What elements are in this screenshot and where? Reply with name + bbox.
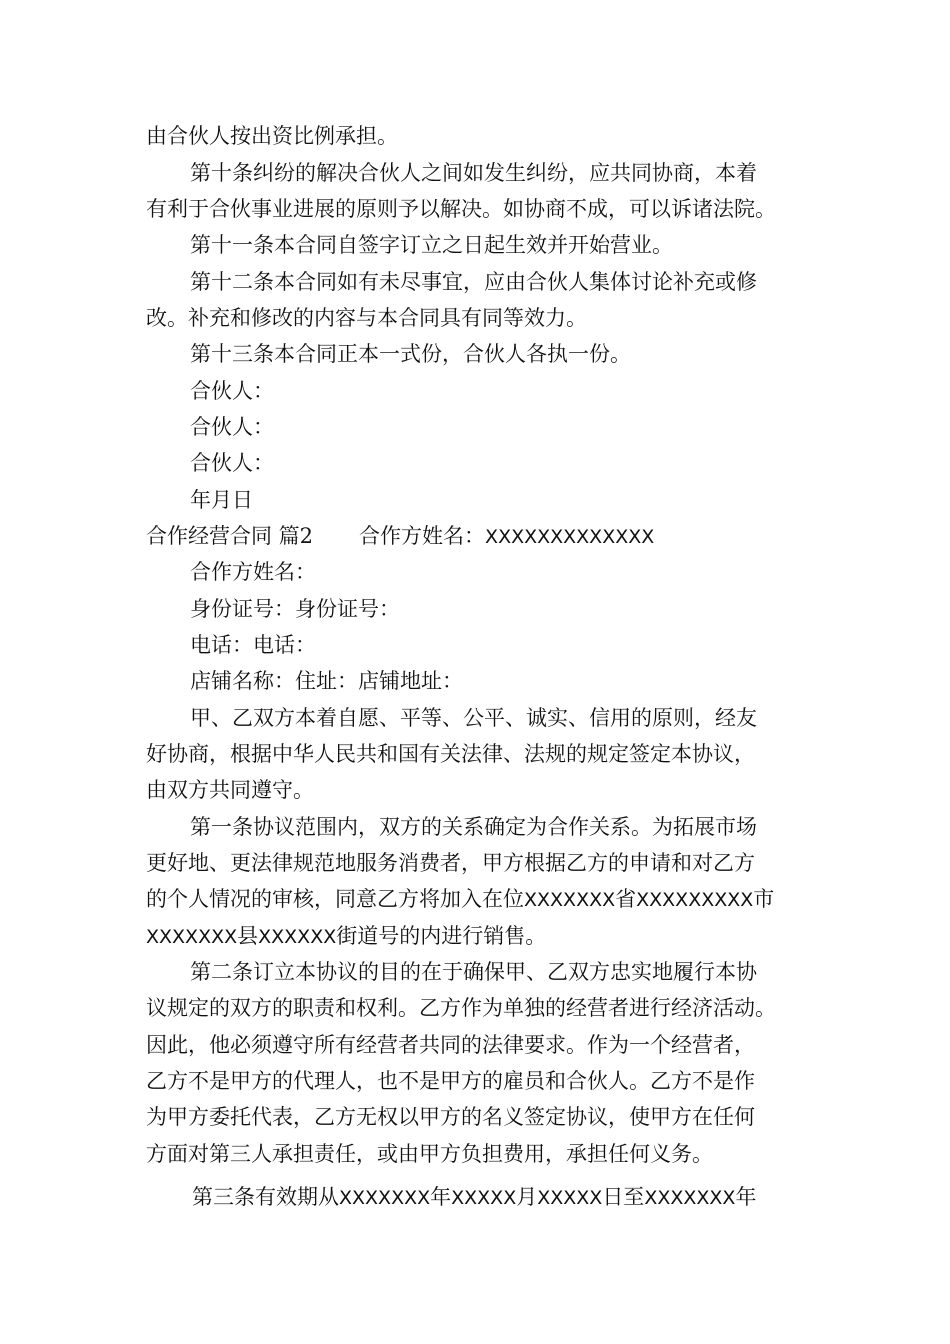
- start-day-placeholder: XXXXX: [537, 1187, 603, 1209]
- article-10-line-1: 第十条纠纷的解决合伙人之间如发生纠纷，应共同协商，本着: [190, 161, 757, 185]
- article-1-line-4-text-a: 县: [237, 924, 259, 948]
- article-12-line-1: 第十二条本合同如有未尽事宜，应由合伙人集体讨论补充或修: [190, 270, 757, 294]
- party-a-name-label: 合作方姓名：: [359, 524, 486, 548]
- preamble-line-3: 由双方共同遵守。: [146, 778, 314, 802]
- article-11: 第十一条本合同自签字订立之日起生效并开始营业。: [190, 233, 673, 257]
- start-year-placeholder: XXXXXXX: [339, 1187, 431, 1209]
- shop-line: 店铺名称：住址：店铺地址：: [190, 669, 463, 693]
- article-2-line-1: 第二条订立本协议的目的在于确保甲、乙双方忠实地履行本协: [190, 960, 757, 984]
- street-placeholder: XXXXXX: [258, 926, 337, 948]
- article-1-line-4: [146, 921, 546, 952]
- article-3-text-a: 第三条有效期从: [192, 1185, 339, 1209]
- id-number-line: 身份证号：身份证号：: [190, 597, 400, 621]
- article-3-text-b: 年: [430, 1185, 452, 1209]
- article-3-text-c: 月: [516, 1185, 538, 1209]
- article-12-line-2: 改。补充和修改的内容与本合同具有同等效力。: [146, 306, 587, 330]
- article-2-line-2: 议规定的双方的职责和权利。乙方作为单独的经营者进行经济活动。: [146, 996, 776, 1020]
- article-1-line-3-text-a: 的个人情况的审核，同意乙方将加入在位: [146, 887, 524, 911]
- section-title: 合作经营合同 篇2: [146, 524, 314, 548]
- signature-partner-3: 合伙人：: [190, 451, 274, 475]
- article-1-line-4-text-b: 街道号的内进行销售。: [336, 924, 547, 948]
- section-header-line: [146, 521, 654, 552]
- paragraph-continuation: 由合伙人按出资比例承担。: [146, 124, 398, 148]
- end-year-placeholder: XXXXXXX: [644, 1187, 736, 1209]
- phone-line: 电话：电话：: [190, 633, 316, 657]
- article-2-line-5: 为甲方委托代表，乙方无权以甲方的名义签定协议，使甲方在任何: [146, 1105, 755, 1129]
- article-1-line-3-text-b: 省: [615, 887, 637, 911]
- start-month-placeholder: XXXXX: [451, 1187, 517, 1209]
- article-13: 第十三条本合同正本一式份，合伙人各执一份。: [190, 342, 631, 366]
- preamble-line-1: 甲、乙双方本着自愿、平等、公平、诚实、信用的原则，经友: [190, 706, 757, 730]
- article-2-line-6: 方面对第三人承担责任，或由甲方负担费用，承担任何义务。: [146, 1142, 713, 1166]
- article-3-text-d: 日至: [602, 1185, 645, 1209]
- article-3-line-1: [192, 1182, 756, 1213]
- signature-date: 年月日: [190, 488, 253, 512]
- article-3-text-e: 年: [735, 1185, 757, 1209]
- county-placeholder: XXXXXXX: [146, 926, 238, 948]
- party-b-name-label: 合作方姓名：: [190, 560, 316, 584]
- province-placeholder: XXXXXXX: [524, 889, 616, 911]
- article-1-line-3-text-c: 市: [753, 887, 775, 911]
- party-a-name-value: XXXXXXXXXXXXX: [485, 526, 655, 548]
- signature-partner-2: 合伙人：: [190, 415, 274, 439]
- article-1-line-1: 第一条协议范围内，双方的关系确定为合作关系。为拓展市场: [190, 815, 757, 839]
- article-10-line-2: 有利于合伙事业进展的原则予以解决。如协商不成，可以诉诸法院。: [146, 197, 776, 221]
- city-placeholder: XXXXXXXXX: [636, 889, 754, 911]
- article-2-line-4: 乙方不是甲方的代理人，也不是甲方的雇员和合伙人。乙方不是作: [146, 1069, 755, 1093]
- preamble-line-2: 好协商，根据中华人民共和国有关法律、法规的规定签定本协议，: [146, 742, 755, 766]
- article-1-line-3: [146, 884, 774, 915]
- article-2-line-3: 因此，他必须遵守所有经营者共同的法律要求。作为一个经营者，: [146, 1033, 755, 1057]
- signature-partner-1: 合伙人：: [190, 379, 274, 403]
- article-1-line-2: 更好地、更法律规范地服务消费者，甲方根据乙方的申请和对乙方: [146, 851, 755, 875]
